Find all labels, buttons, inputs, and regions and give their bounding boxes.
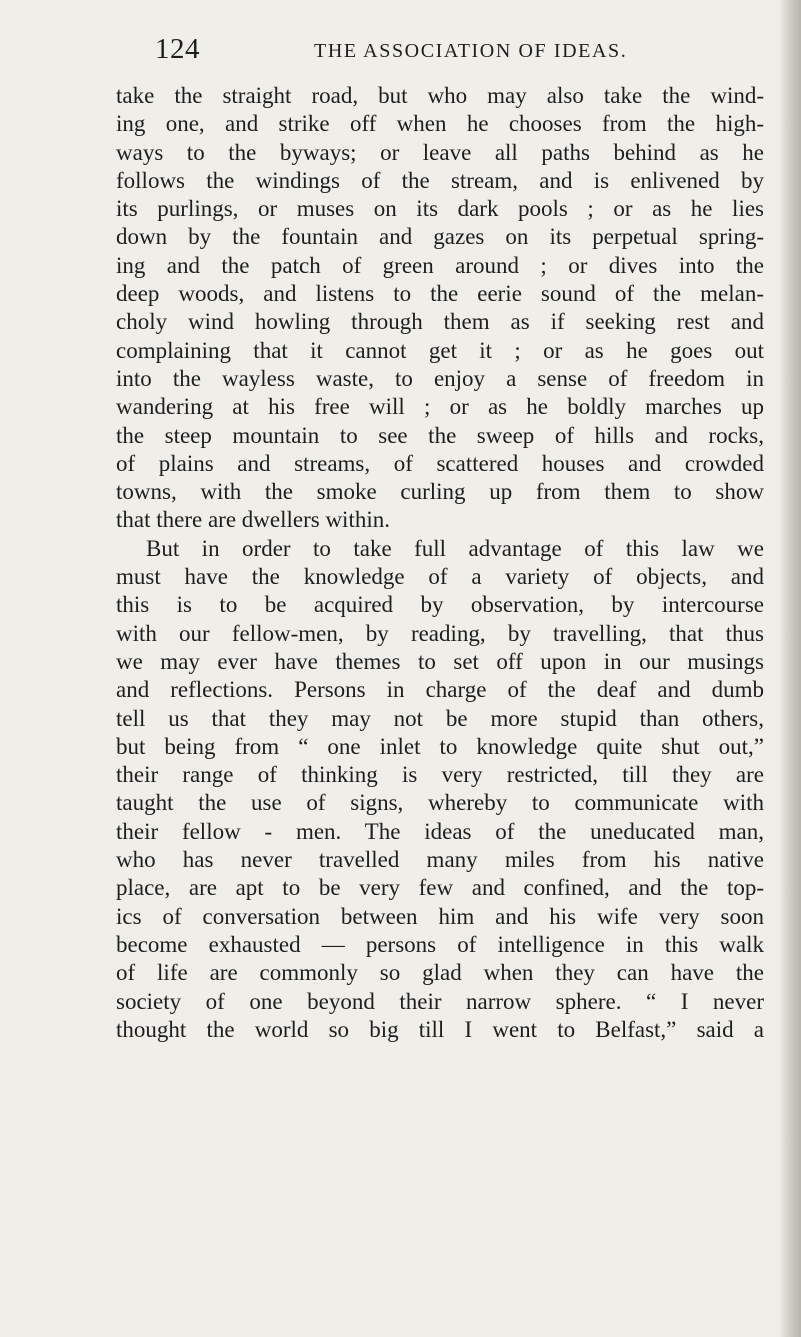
text-line: but being from “ one inlet to knowledge quite shut out,”	[116, 733, 764, 759]
text-line: ics of conversation between him and his wife very soon	[116, 903, 764, 929]
text-line: this is to be acquired by observation, by intercourse	[116, 592, 764, 618]
text-line: thought the world so big till I went to Belfast,” said a	[116, 1016, 764, 1042]
text-line: ing one, and strike off when he chooses from the high-	[116, 111, 764, 137]
page-edge-shadow	[779, 0, 801, 1337]
text-line: its purlings, or muses on its dark pools ; or as he lies	[116, 196, 764, 222]
text-line: tell us that they may not be more stupid than others,	[116, 705, 764, 731]
running-header	[0, 34, 801, 70]
text-line: But in order to take full advantage of this law we	[146, 535, 764, 561]
text-line: deep woods, and listens to the eerie sound of the melan-	[116, 281, 764, 307]
text-line: towns, with the smoke curling up from them to show	[116, 479, 764, 505]
text-line: society of one beyond their narrow sphere. “ I never	[116, 988, 764, 1014]
text-line: the steep mountain to see the sweep of hills and rocks,	[116, 422, 764, 448]
text-line: take the straight road, but who may also take the wind-	[116, 83, 764, 108]
text-line: of life are commonly so glad when they can have the	[116, 960, 764, 986]
text-line: of plains and streams, of scattered houses and crowded	[116, 450, 764, 476]
text-line: must have the knowledge of a variety of objects, and	[116, 564, 764, 590]
text-line: wandering at his free will ; or as he boldly marches up	[116, 394, 764, 420]
text-line: ways to the byways; or leave all paths behind as he	[116, 139, 764, 165]
running-title: THE ASSOCIATION OF IDEAS.	[314, 40, 628, 62]
page-number: 124	[155, 33, 200, 65]
body-text	[116, 82, 764, 1044]
text-line: we may ever have themes to set off upon in our musings	[116, 648, 764, 674]
text-line: taught the use of signs, whereby to communicate with	[116, 790, 764, 816]
text-line: down by the fountain and gazes on its perpetual spring-	[116, 224, 764, 250]
text-line: their range of thinking is very restricted, till they are	[116, 762, 764, 788]
text-line: complaining that it cannot get it ; or as he goes out	[116, 337, 764, 363]
text-line: follows the windings of the stream, and is enlivened by	[116, 167, 764, 193]
text-line: who has never travelled many miles from his native	[116, 847, 764, 873]
text-line: become exhausted — persons of intelligence in this walk	[116, 931, 764, 957]
text-line: choly wind howling through them as if seeking rest and	[116, 309, 764, 335]
text-line: place, are apt to be very few and confined, and the top-	[116, 875, 764, 901]
text-line: ing and the patch of green around ; or dives into the	[116, 252, 764, 278]
text-line: into the wayless waste, to enjoy a sense of freedom in	[116, 365, 764, 391]
text-line: that there are dwellers within.	[116, 507, 390, 533]
text-line: with our fellow-men, by reading, by travelling, that thus	[116, 620, 764, 646]
text-line: and reflections. Persons in charge of the deaf and dumb	[116, 677, 764, 703]
text-line: their fellow - men. The ideas of the uneducated man,	[116, 818, 764, 844]
